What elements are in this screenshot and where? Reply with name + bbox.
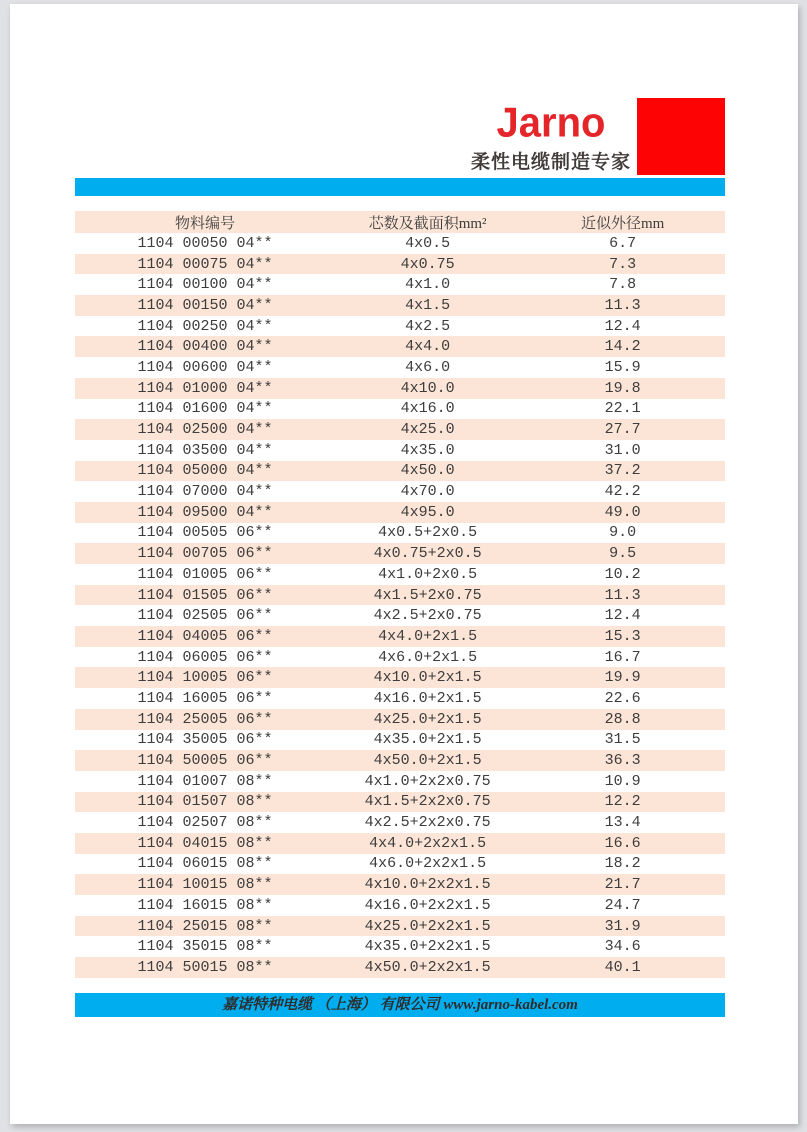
cell-cores-section: 4x35.0+2x2x1.5 <box>364 938 491 956</box>
table-row <box>75 709 725 730</box>
table-row <box>75 730 725 751</box>
table-row <box>75 626 725 647</box>
cell-material-no: 1104 06005 06** <box>137 648 273 666</box>
cell-material-no: 1104 01600 04** <box>137 400 273 418</box>
cell-cores-section: 4x2.5 <box>405 317 451 335</box>
header-material-no: 物料编号 <box>75 211 335 233</box>
cell-material-no: 1104 03500 04** <box>137 441 273 459</box>
cell-cores-section: 4x50.0+2x2x1.5 <box>335 957 520 978</box>
cell-outer-diameter: 22.6 <box>604 689 641 707</box>
cell-outer-diameter: 19.8 <box>520 378 725 399</box>
table-row <box>75 667 725 688</box>
cell-cores-section: 4x0.5 <box>405 234 451 252</box>
cell-cores-section: 4x50.0 <box>335 461 520 482</box>
table-row <box>75 233 725 254</box>
cell-cores-section: 4x35.0+2x1.5 <box>373 731 482 749</box>
table-row <box>75 254 725 275</box>
cell-cores-section: 4x1.0+2x2x0.75 <box>364 772 491 790</box>
cell-outer-diameter: 9.0 <box>609 524 637 542</box>
table-row <box>75 957 725 978</box>
cell-cores-section: 4x10.0 <box>335 378 520 399</box>
cell-cores-section: 4x1.5+2x0.75 <box>335 585 520 606</box>
cell-material-no: 1104 05000 04** <box>75 461 335 482</box>
cell-outer-diameter: 10.2 <box>604 565 641 583</box>
cell-outer-diameter: 10.9 <box>604 772 641 790</box>
cell-cores-section: 4x1.0 <box>405 276 451 294</box>
table-row <box>75 440 725 461</box>
cell-material-no: 1104 01000 04** <box>75 378 335 399</box>
cell-material-no: 1104 16005 06** <box>137 689 273 707</box>
cell-material-no: 1104 16015 08** <box>137 896 273 914</box>
table-row <box>75 399 725 420</box>
cell-outer-diameter: 28.8 <box>520 709 725 730</box>
cell-material-no: 1104 02500 04** <box>75 419 335 440</box>
cell-material-no: 1104 35005 06** <box>137 731 273 749</box>
cell-cores-section: 4x35.0 <box>400 441 455 459</box>
document-page <box>10 4 798 1124</box>
cell-outer-diameter: 15.9 <box>604 358 641 376</box>
cell-material-no: 1104 01005 06** <box>137 565 273 583</box>
table-row <box>75 688 725 709</box>
cell-outer-diameter: 22.1 <box>604 400 641 418</box>
cell-material-no: 1104 09500 04** <box>75 502 335 523</box>
cell-material-no: 1104 00250 04** <box>137 317 273 335</box>
table-row <box>75 812 725 833</box>
cell-outer-diameter: 24.7 <box>604 896 641 914</box>
cell-cores-section: 4x6.0 <box>405 358 451 376</box>
cell-outer-diameter: 7.3 <box>520 254 725 275</box>
cell-outer-diameter: 34.6 <box>604 938 641 956</box>
cell-material-no: 1104 00400 04** <box>75 336 335 357</box>
cell-outer-diameter: 49.0 <box>520 502 725 523</box>
table-body <box>75 233 725 978</box>
table-row <box>75 543 725 564</box>
cell-outer-diameter: 27.7 <box>520 419 725 440</box>
brand-red-square <box>637 98 725 175</box>
cell-material-no: 1104 04005 06** <box>75 626 335 647</box>
cell-material-no: 1104 00600 04** <box>137 358 273 376</box>
cell-cores-section: 4x2.5+2x2x0.75 <box>364 814 491 832</box>
cell-material-no: 1104 25005 06** <box>75 709 335 730</box>
cell-outer-diameter: 31.0 <box>604 441 641 459</box>
cell-cores-section: 4x16.0+2x2x1.5 <box>364 896 491 914</box>
table-row <box>75 461 725 482</box>
cell-outer-diameter: 9.5 <box>520 543 725 564</box>
cell-outer-diameter: 18.2 <box>604 855 641 873</box>
table-row <box>75 854 725 875</box>
cell-cores-section: 4x0.75+2x0.5 <box>335 543 520 564</box>
cell-cores-section: 4x1.5 <box>335 295 520 316</box>
cell-outer-diameter: 19.9 <box>520 667 725 688</box>
cell-outer-diameter: 12.4 <box>604 607 641 625</box>
footer-bar <box>75 993 725 1017</box>
cell-outer-diameter: 21.7 <box>520 874 725 895</box>
cell-material-no: 1104 10005 06** <box>75 667 335 688</box>
cell-material-no: 1104 10015 08** <box>75 874 335 895</box>
table-row <box>75 936 725 957</box>
cell-material-no: 1104 02507 08** <box>137 814 273 832</box>
cell-material-no: 1104 50005 06** <box>75 750 335 771</box>
cell-outer-diameter: 11.3 <box>520 295 725 316</box>
cell-cores-section: 4x2.5+2x0.75 <box>373 607 482 625</box>
table-row <box>75 295 725 316</box>
cell-material-no: 1104 01007 08** <box>137 772 273 790</box>
cell-cores-section: 4x16.0 <box>400 400 455 418</box>
cell-outer-diameter: 11.3 <box>520 585 725 606</box>
cell-material-no: 1104 04015 08** <box>75 833 335 854</box>
brand-name: Jarno <box>496 99 606 147</box>
cell-cores-section: 4x0.75 <box>335 254 520 275</box>
cell-cores-section: 4x25.0+2x1.5 <box>335 709 520 730</box>
cell-cores-section: 4x4.0 <box>335 336 520 357</box>
cell-outer-diameter: 36.3 <box>520 750 725 771</box>
cell-outer-diameter: 40.1 <box>520 957 725 978</box>
table-row <box>75 585 725 606</box>
cell-cores-section: 4x10.0+2x1.5 <box>335 667 520 688</box>
brand-tagline: 柔性电缆制造专家 <box>470 152 631 173</box>
table-row <box>75 316 725 337</box>
table-row <box>75 895 725 916</box>
product-table <box>75 211 725 978</box>
cell-material-no: 1104 00705 06** <box>75 543 335 564</box>
cell-outer-diameter: 37.2 <box>520 461 725 482</box>
cell-cores-section: 4x50.0+2x1.5 <box>335 750 520 771</box>
cell-outer-diameter: 12.4 <box>604 317 641 335</box>
cell-material-no: 1104 06015 08** <box>137 855 273 873</box>
logo-block <box>75 98 725 175</box>
table-row <box>75 564 725 585</box>
table-row <box>75 419 725 440</box>
cell-cores-section: 4x95.0 <box>335 502 520 523</box>
cell-material-no: 1104 35015 08** <box>137 938 273 956</box>
cell-cores-section: 4x1.0+2x0.5 <box>378 565 478 583</box>
table-row <box>75 874 725 895</box>
table-header-row <box>75 211 725 233</box>
cell-outer-diameter: 7.8 <box>609 276 637 294</box>
table-row <box>75 336 725 357</box>
cell-cores-section: 4x10.0+2x2x1.5 <box>335 874 520 895</box>
cell-cores-section: 4x25.0+2x2x1.5 <box>335 916 520 937</box>
table-row <box>75 502 725 523</box>
cell-material-no: 1104 25015 08** <box>75 916 335 937</box>
cell-cores-section: 4x16.0+2x1.5 <box>373 689 482 707</box>
table-row <box>75 378 725 399</box>
cell-outer-diameter: 16.6 <box>520 833 725 854</box>
table-row <box>75 916 725 937</box>
logo-text-column <box>471 98 637 175</box>
cell-cores-section: 4x4.0+2x2x1.5 <box>335 833 520 854</box>
table-row <box>75 605 725 626</box>
table-row <box>75 647 725 668</box>
table-row <box>75 833 725 854</box>
header-cores-section: 芯数及截面积mm² <box>335 211 520 233</box>
cell-cores-section: 4x70.0 <box>400 483 455 501</box>
table-row <box>75 750 725 771</box>
cell-outer-diameter: 12.2 <box>520 792 725 813</box>
cell-cores-section: 4x0.5+2x0.5 <box>378 524 478 542</box>
cell-material-no: 1104 00505 06** <box>137 524 273 542</box>
cell-outer-diameter: 31.5 <box>604 731 641 749</box>
table-row <box>75 792 725 813</box>
cell-cores-section: 4x25.0 <box>335 419 520 440</box>
cell-outer-diameter: 42.2 <box>604 483 641 501</box>
header-outer-diameter: 近似外径mm <box>520 211 725 233</box>
cell-cores-section: 4x6.0+2x1.5 <box>378 648 478 666</box>
cell-outer-diameter: 16.7 <box>604 648 641 666</box>
cell-material-no: 1104 50015 08** <box>75 957 335 978</box>
cell-material-no: 1104 07000 04** <box>137 483 273 501</box>
cell-outer-diameter: 31.9 <box>520 916 725 937</box>
footer-text: 嘉诺特种电缆 （上海） 有限公司 www.jarno-kabel.com <box>222 997 578 1013</box>
cell-material-no: 1104 01507 08** <box>75 792 335 813</box>
cell-outer-diameter: 15.3 <box>520 626 725 647</box>
cell-material-no: 1104 02505 06** <box>137 607 273 625</box>
table-row <box>75 274 725 295</box>
cell-material-no: 1104 00100 04** <box>137 276 273 294</box>
cell-outer-diameter: 14.2 <box>520 336 725 357</box>
table-row <box>75 481 725 502</box>
table-row <box>75 771 725 792</box>
cell-cores-section: 4x4.0+2x1.5 <box>335 626 520 647</box>
cell-material-no: 1104 00050 04** <box>137 234 273 252</box>
table-row <box>75 357 725 378</box>
cell-material-no: 1104 00150 04** <box>75 295 335 316</box>
cell-cores-section: 4x6.0+2x2x1.5 <box>369 855 487 873</box>
cell-cores-section: 4x1.5+2x2x0.75 <box>335 792 520 813</box>
cell-material-no: 1104 00075 04** <box>75 254 335 275</box>
table-row <box>75 523 725 544</box>
cell-outer-diameter: 13.4 <box>604 814 641 832</box>
cell-outer-diameter: 6.7 <box>609 234 637 252</box>
cell-material-no: 1104 01505 06** <box>75 585 335 606</box>
top-divider-bar <box>75 178 725 196</box>
